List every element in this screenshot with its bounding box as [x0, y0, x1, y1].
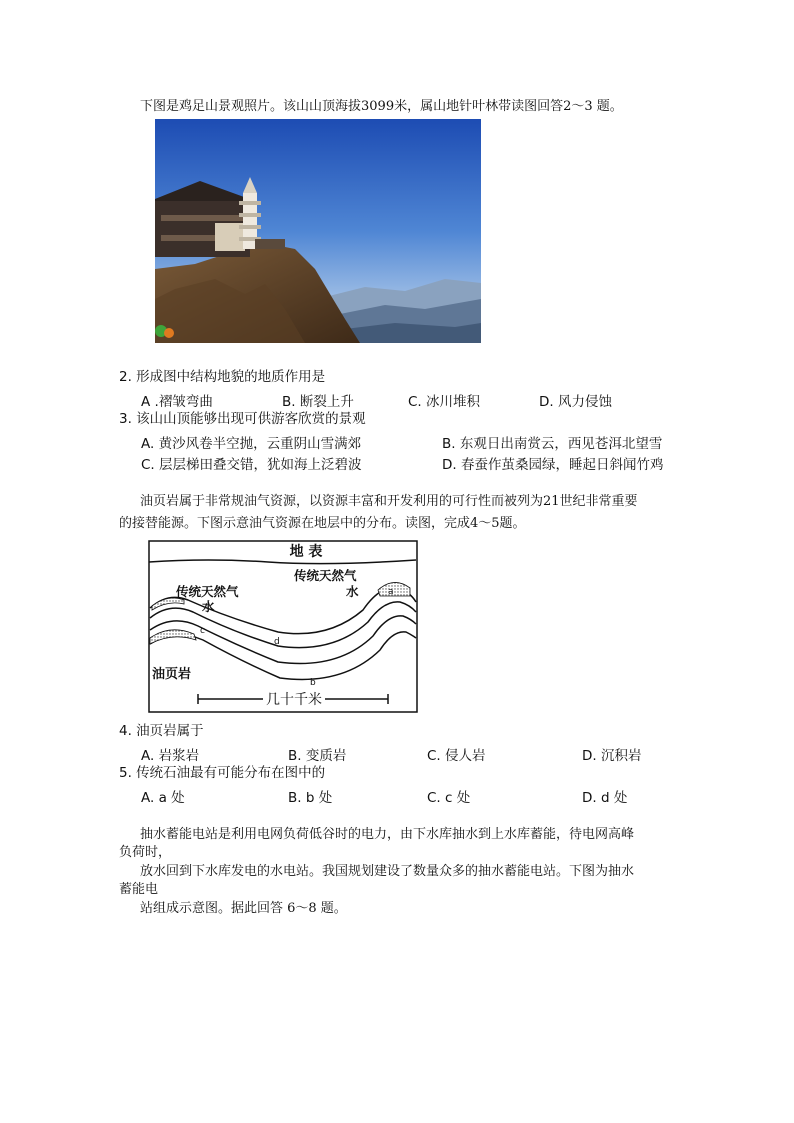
q4-option-d[interactable]: D. 沉积岩 — [582, 748, 642, 764]
question-5-stem: 5. 传统石油最有可能分布在图中的 — [119, 765, 326, 781]
q2-option-d[interactable]: D. 风力侵蚀 — [539, 394, 612, 410]
intro-text-1: 下图是鸡足山景观照片。该山山顶海拔3099米，属山地针叶林带读图回答2～3 题。 — [140, 99, 623, 114]
jizu-mountain-photo — [155, 119, 481, 343]
oil-shale-label: 油页岩 — [152, 667, 192, 682]
scale-label: 几十千米 — [266, 692, 322, 708]
question-2-stem: 2. 形成图中结构地貌的地质作用是 — [119, 369, 326, 385]
q4-option-a[interactable]: A. 岩浆岩 — [141, 748, 200, 764]
water-left-label: 水 — [202, 599, 215, 614]
q3-option-b[interactable]: B. 东观日出南赏云，西见苍洱北望雪 — [442, 436, 663, 452]
q4-option-c[interactable]: C. 侵人岩 — [427, 748, 486, 764]
q3-option-c[interactable]: C. 层层梯田叠交错，犹如海上泛碧波 — [141, 457, 362, 473]
oil-gas-strata-diagram — [148, 540, 418, 713]
intro-text-3-line5: 站组成示意图。据此回答 6～8 题。 — [140, 901, 347, 916]
point-a: a — [388, 587, 394, 597]
surface-label: 地 表 — [289, 544, 323, 560]
question-3-stem: 3. 该山山顶能够出现可供游客欣赏的景观 — [119, 411, 366, 427]
intro-text-3-line1: 抽水蓄能电站是利用电网负荷低谷时的电力，由下水库抽水到上水库蓄能，待电网高峰 — [140, 827, 635, 842]
water-right-label: 水 — [346, 584, 359, 599]
q2-option-b[interactable]: B. 断裂上升 — [282, 394, 354, 410]
intro-text-3-line4: 蓄能电 — [119, 882, 159, 897]
q3-option-a[interactable]: A. 黄沙风卷半空抛，云重阴山雪满郊 — [141, 436, 362, 452]
q4-option-b[interactable]: B. 变质岩 — [288, 748, 347, 764]
intro-text-3-line3: 放水回到下水库发电的水电站。我国规划建设了数量众多的抽水蓄能电站。下图为抽水 — [140, 864, 635, 879]
q5-option-a[interactable]: A. a 处 — [141, 790, 185, 806]
intro-text-2-line2: 的接替能源。下图示意油气资源在地层中的分布。读图，完成4～5题。 — [119, 516, 526, 531]
question-4-stem: 4. 油页岩属于 — [119, 723, 204, 739]
gas-left-label: 传统天然气 — [176, 584, 239, 599]
intro-text-2-line1: 油页岩属于非常规油气资源，以资源丰富和开发利用的可行性而被列为21世纪非常重要 — [140, 494, 638, 509]
q3-option-d[interactable]: D. 春蚕作茧桑园绿，睡起日斜闻竹鸡 — [442, 457, 664, 473]
point-d: d — [274, 637, 280, 647]
gas-right-label: 传统天然气 — [294, 568, 357, 583]
q5-option-c[interactable]: C. c 处 — [427, 790, 471, 806]
intro-text-3-line2: 负荷时， — [119, 845, 172, 860]
q2-option-a[interactable]: A .褶皱弯曲 — [141, 394, 213, 410]
q5-option-d[interactable]: D. d 处 — [582, 790, 628, 806]
q5-option-b[interactable]: B. b 处 — [288, 790, 333, 806]
point-c: c — [200, 626, 205, 636]
point-b: b — [310, 678, 316, 688]
q2-option-c[interactable]: C. 冰川堆积 — [408, 394, 481, 410]
